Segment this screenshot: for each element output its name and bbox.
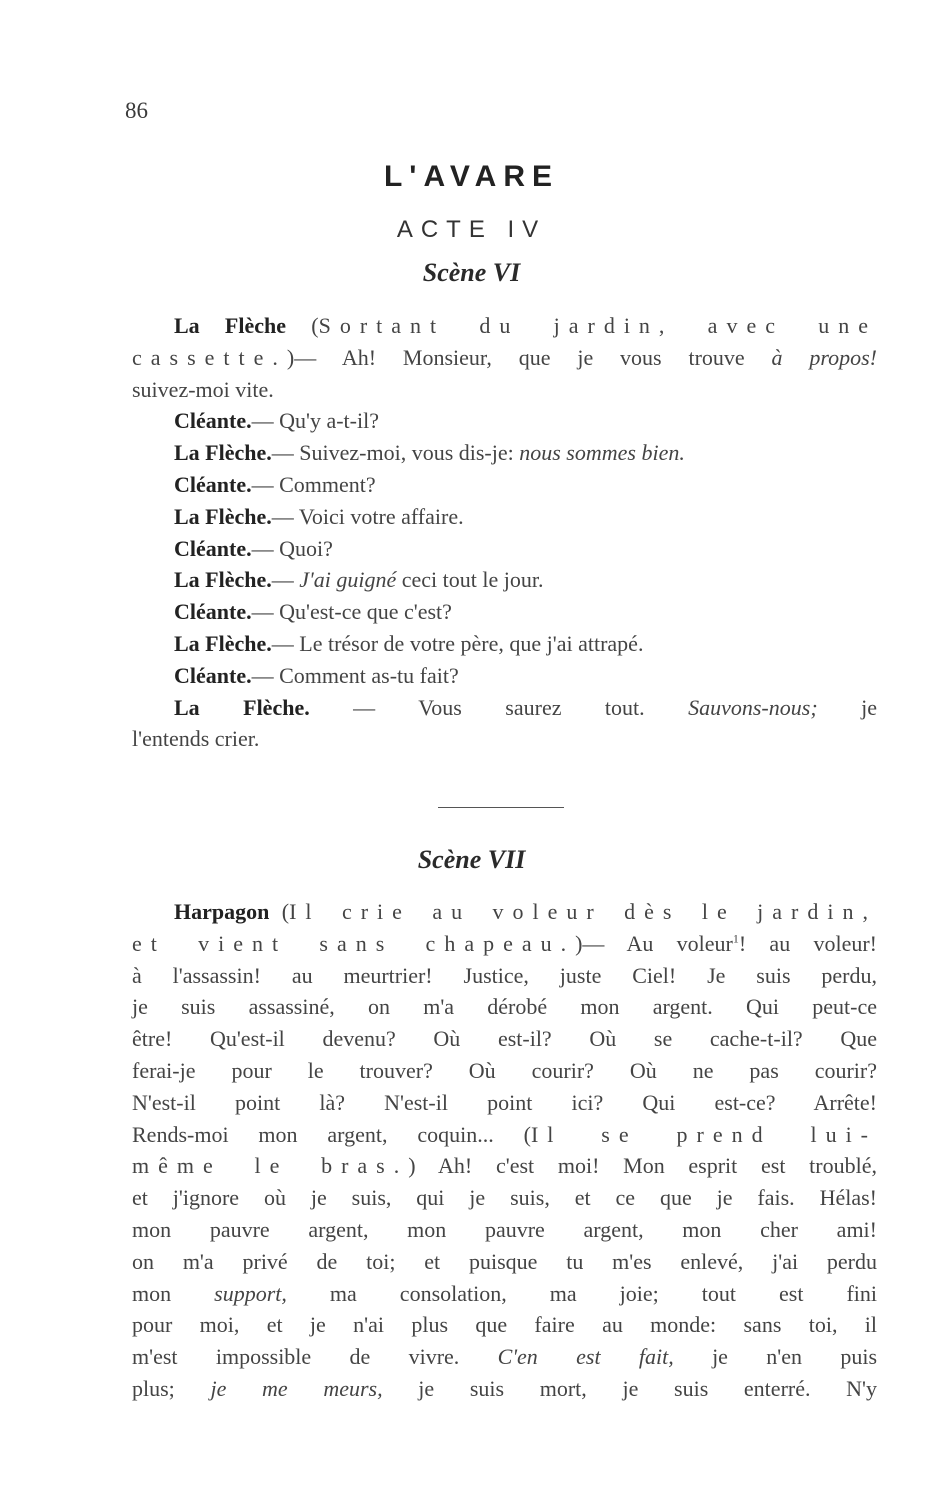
- monologue-line: mon pauvre argent, mon pauvre argent, mon cher ami!: [132, 1216, 877, 1242]
- dialogue-line: Cléante.— Qu'y a-t-il?: [174, 408, 379, 434]
- play-title: L'AVARE: [383, 160, 560, 193]
- scene-6-dialogue: [132, 310, 877, 755]
- monologue-line: être! Qu'est-il devenu? Où est-il? Où se cache-t-il? Que: [132, 1026, 877, 1052]
- monologue-line: ferai-je pour le trouver? Où courir? Où ne pas courir?: [132, 1057, 877, 1083]
- dialogue-line: La Flèche. — Vous saurez tout. Sauvons-nous; je: [174, 694, 877, 720]
- monologue-line: on m'a privé de toi; et puisque tu m'es enlevé, j'ai perdu: [132, 1248, 877, 1274]
- monologue-line: Harpagon (Il crie au voleur dès le jardin,: [174, 899, 877, 924]
- scene-7-title: Scène VII: [417, 845, 526, 874]
- dialogue-line: Cléante.— Qu'est-ce que c'est?: [174, 599, 452, 625]
- dialogue-line: La Flèche.— Le trésor de votre père, que j'ai attrapé.: [174, 630, 644, 656]
- monologue-line: et vient sans chapeau.)— Au voleur$^1$! au voleur!: [132, 930, 877, 956]
- scene-7-monologue: [132, 896, 877, 1405]
- dialogue-line: cassette.)— Ah! Monsieur, que je vous trouve à propos!: [132, 344, 877, 370]
- monologue-line: et j'ignore où je suis, qui je suis, et ce que je fais. Hélas!: [132, 1185, 877, 1211]
- monologue-line: pour moi, et je n'ai plus que faire au monde: sans toi, il: [132, 1312, 877, 1338]
- dialogue-line: Cléante.— Quoi?: [174, 535, 333, 561]
- page-number: 86: [125, 98, 148, 123]
- monologue-line: mon support, ma consolation, ma joie; tout est fini: [132, 1280, 877, 1306]
- dialogue-line: Cléante.— Comment?: [174, 471, 376, 497]
- dialogue-line: Cléante.— Comment as-tu fait?: [174, 662, 459, 688]
- monologue-line: m'est impossible de vivre. C'en est fait, je n'en puis: [132, 1344, 878, 1370]
- monologue-line: plus; je me meurs, je suis mort, je suis enterré. N'y: [132, 1375, 878, 1401]
- footnote-marker: 1: [732, 931, 739, 946]
- monologue-line: je suis assassiné, on m'a dérobé mon argent. Qui peut-ce: [132, 994, 877, 1020]
- scene-6-title: Scène VI: [422, 258, 521, 287]
- dialogue-line: La Flèche.— Voici votre affaire.: [174, 503, 464, 529]
- monologue-line: même le bras.) Ah! c'est moi! Mon esprit est troublé,: [132, 1153, 877, 1179]
- act-heading: ACTE IV: [396, 216, 547, 243]
- dialogue-line: La Flèche (Sortant du jardin, avec une: [174, 313, 877, 338]
- monologue-line: à l'assassin! au meurtrier! Justice, juste Ciel! Je suis perdu,: [132, 962, 877, 988]
- dialogue-line: l'entends crier.: [132, 726, 260, 752]
- monologue-line: N'est-il point là? N'est-il point ici? Qui est-ce? Arrête!: [132, 1089, 877, 1115]
- dialogue-line: suivez-moi vite.: [132, 376, 274, 402]
- dialogue-line: La Flèche.— J'ai guigné ceci tout le jour.: [174, 567, 544, 593]
- scene-divider: [438, 807, 564, 808]
- monologue-line: Rends-moi mon argent, coquin... (Il se prend lui-: [132, 1121, 878, 1147]
- dialogue-line: La Flèche.— Suivez-moi, vous dis-je: nous sommes bien.: [174, 440, 685, 466]
